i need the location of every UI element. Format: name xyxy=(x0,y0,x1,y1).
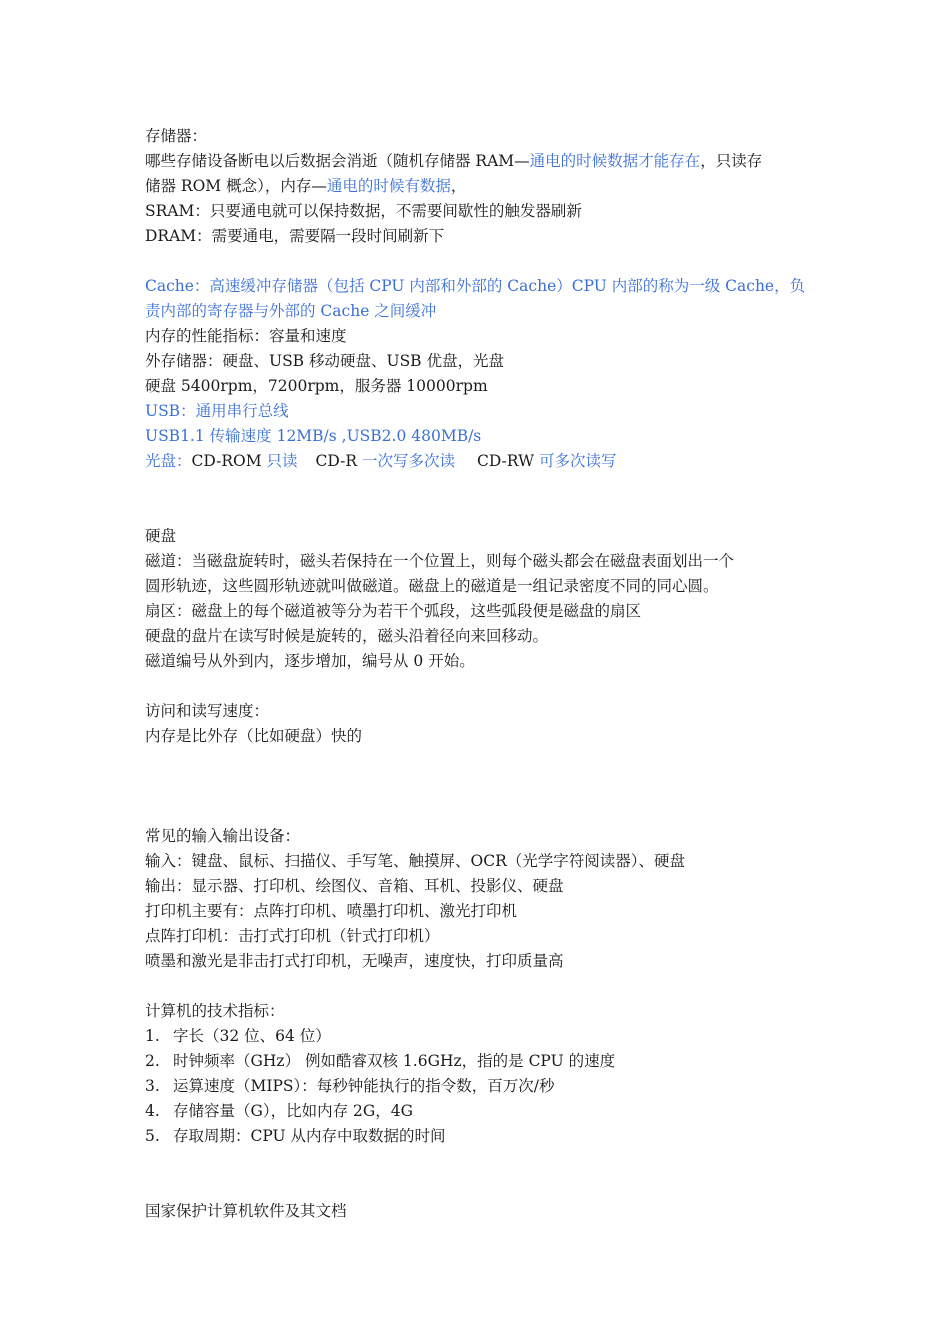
dram-line: DRAM：需要通电，需要隔一段时间刷新下 xyxy=(145,227,445,245)
cd-line xyxy=(145,449,810,474)
inkjet-line: 喷墨和激光是非击打式打印机，无噪声，速度快，打印质量高 xyxy=(145,952,564,970)
metrics-item xyxy=(145,1099,810,1124)
blank-line xyxy=(145,249,810,274)
text-run: 哪些存储设备断电以后数据会消逝（随机存储器 RAM— xyxy=(145,152,530,170)
printers-line: 打印机主要有：点阵打印机、喷墨打印机、激光打印机 xyxy=(145,902,518,920)
dot-printer-line: 点阵打印机：击打式打印机（针式打印机） xyxy=(145,927,440,945)
cache-line-1: Cache：高速缓冲存储器（包括 CPU 内部和外部的 Cache）CPU 内部的称为一级 Cache，负 xyxy=(145,277,806,295)
highlight-text: 通电的时候有数据 xyxy=(326,177,451,195)
cd-rw: CD-RW xyxy=(476,452,539,470)
list-text: 存取周期：CPU 从内存中取数据的时间 xyxy=(173,1127,446,1145)
text-run: 储器 ROM 概念），内存— xyxy=(145,177,327,195)
storage-line-1 xyxy=(145,149,810,174)
numbering-line: 磁道编号从外到内，逐步增加，编号从 0 开始。 xyxy=(145,652,475,670)
cache-line-2: 责内部的寄存器与外部的 Cache 之间缓冲 xyxy=(145,302,437,320)
list-number: 3. xyxy=(145,1077,160,1095)
list-text: 存储容量（G），比如内存 2G，4G xyxy=(173,1102,414,1120)
cd-r: CD-R xyxy=(315,452,362,470)
usb-line: USB：通用串行总线 xyxy=(145,402,289,420)
list-number: 5. xyxy=(145,1127,160,1145)
io-heading: 常见的输入输出设备： xyxy=(145,827,301,845)
usb-speed-line: USB1.1 传输速度 12MB/s ,USB2.0 480MB/s xyxy=(145,427,482,445)
blank-line xyxy=(145,774,810,799)
cd-label: 光盘： xyxy=(145,452,192,470)
list-text: 字长（32 位、64 位） xyxy=(173,1027,331,1045)
metrics-item xyxy=(145,1074,810,1099)
list-number: 1. xyxy=(145,1027,160,1045)
blank-line xyxy=(145,674,810,699)
blank-line xyxy=(145,499,810,524)
cd-rw-desc: 可多次读写 xyxy=(538,452,617,470)
cd-rom-desc: 只读 xyxy=(266,452,298,470)
sector-line: 扇区：磁盘上的每个磁道被等分为若干个弧段，这些弧段便是磁盘的扇区 xyxy=(145,602,642,620)
metrics-heading: 计算机的技术指标： xyxy=(145,1002,285,1020)
highlight-text: 通电的时候数据才能存在 xyxy=(529,152,701,170)
list-text: 时钟频率（GHz） 例如酷睿双核 1.6GHz，指的是 CPU 的速度 xyxy=(173,1052,616,1070)
disk-rpm-line: 硬盘 5400rpm，7200rpm，服务器 10000rpm xyxy=(145,377,488,395)
blank-line xyxy=(145,799,810,824)
document-page xyxy=(145,124,810,1224)
blank-line xyxy=(145,1174,810,1199)
blank-line xyxy=(145,1149,810,1174)
text-run: ， xyxy=(450,177,467,195)
perf-line: 内存的性能指标：容量和速度 xyxy=(145,327,347,345)
list-text: 运算速度（MIPS）：每秒钟能执行的指令数，百万次/秒 xyxy=(173,1077,555,1095)
metrics-item xyxy=(145,1024,810,1049)
metrics-item xyxy=(145,1049,810,1074)
metrics-item xyxy=(145,1124,810,1149)
track-line-1: 磁道：当磁盘旋转时，磁头若保持在一个位置上，则每个磁头都会在磁盘表面划出一个 xyxy=(145,552,735,570)
external-line: 外存储器：硬盘、USB 移动硬盘、USB 优盘，光盘 xyxy=(145,352,504,370)
rotate-line: 硬盘的盘片在读写时候是旋转的，磁头沿着径向来回移动。 xyxy=(145,627,549,645)
law-line: 国家保护计算机软件及其文档 xyxy=(145,1202,347,1220)
cd-rom: CD-ROM xyxy=(191,452,267,470)
blank-line xyxy=(145,974,810,999)
list-number: 2. xyxy=(145,1052,160,1070)
input-line: 输入：键盘、鼠标、扫描仪、手写笔、触摸屏、OCR（光学字符阅读器）、硬盘 xyxy=(145,852,685,870)
speed-line: 内存是比外存（比如硬盘）快的 xyxy=(145,727,363,745)
storage-heading: 存储器： xyxy=(145,127,208,145)
sram-line: SRAM：只要通电就可以保持数据，不需要间歇性的触发器刷新 xyxy=(145,202,582,220)
storage-line-2 xyxy=(145,174,810,199)
text-run: ，只读存 xyxy=(700,152,763,170)
speed-heading: 访问和读写速度： xyxy=(145,702,270,720)
output-line: 输出：显示器、打印机、绘图仪、音箱、耳机、投影仪、硬盘 xyxy=(145,877,564,895)
cd-r-desc: 一次写多次读 xyxy=(361,452,455,470)
blank-line xyxy=(145,749,810,774)
track-line-2: 圆形轨迹，这些圆形轨迹就叫做磁道。磁盘上的磁道是一组记录密度不同的同心圆。 xyxy=(145,577,719,595)
harddisk-heading: 硬盘 xyxy=(145,527,177,545)
list-number: 4. xyxy=(145,1102,160,1120)
blank-line xyxy=(145,474,810,499)
